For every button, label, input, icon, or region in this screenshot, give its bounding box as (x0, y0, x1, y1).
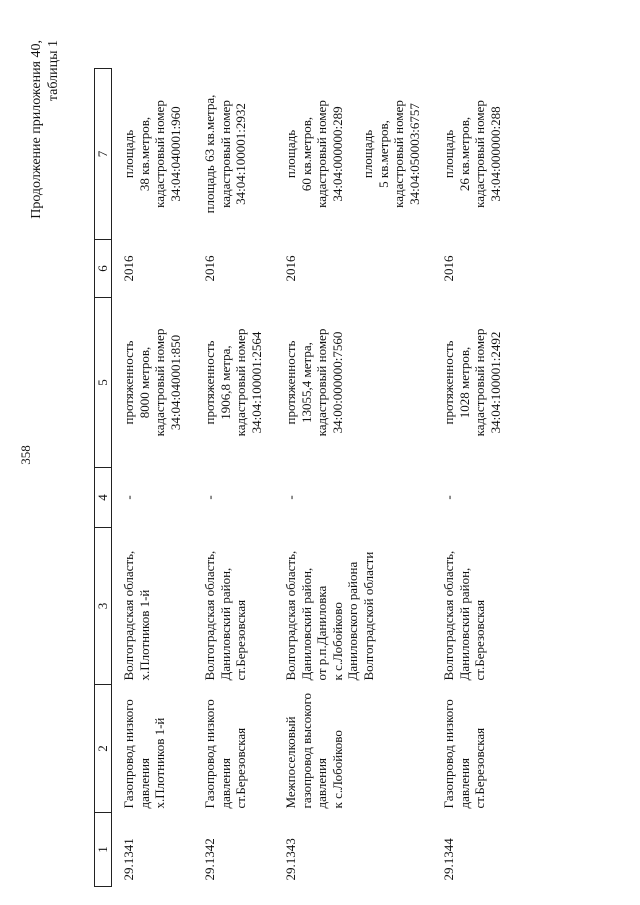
registry-table (94, 68, 513, 887)
location-line: Даниловского района (345, 561, 360, 681)
location-line: Волгоградская область, (283, 550, 298, 681)
table-row (193, 69, 274, 887)
length-line: 8000 метров, (136, 346, 152, 419)
location-line: ст.Березовская (472, 599, 487, 681)
land-plot-line: площадь (360, 129, 375, 179)
object-name-line: давления (217, 757, 233, 809)
length-line: 1906,8 метра, (217, 345, 233, 420)
cell-land-plot (274, 69, 432, 240)
location-line: Волгоградской области (360, 551, 376, 681)
cell-number: 29.1342 (202, 838, 217, 881)
header-col-4: 4 (95, 468, 112, 528)
land-plot-line: 34:04:000000:288 (487, 106, 503, 202)
cell-number: 29.1344 (441, 838, 456, 881)
length-line: 34:04:100001:2492 (487, 331, 503, 434)
land-plot-line: площадь 63 кв.метра, (202, 94, 217, 214)
land-plot-line: площадь (441, 129, 456, 179)
cell-length (112, 298, 194, 468)
continuation-line-2: таблицы 1 (46, 40, 61, 102)
object-name-line: Газопровод низкого (202, 699, 217, 809)
table-body (112, 69, 514, 887)
table-row (432, 69, 513, 887)
cell-year: 2016 (121, 255, 136, 282)
header-col-3: 3 (95, 528, 112, 685)
length-line: кадастровый номер (233, 328, 248, 437)
land-plot-line: 34:04:040001:960 (167, 106, 183, 202)
header-col-2: 2 (95, 685, 112, 813)
location-line: Волгоградская область, (121, 550, 136, 681)
cell-length (193, 298, 274, 468)
table-row (274, 69, 432, 887)
object-name-line: ст.Березовская (233, 727, 248, 809)
length-line: 34:04:040001:850 (167, 334, 183, 431)
object-name-line: давления (456, 757, 472, 809)
length-line: протяженность (441, 340, 456, 425)
land-plot-line: кадастровый номер (314, 100, 329, 208)
cell-land-plot (432, 69, 513, 240)
cell-col4: - (283, 495, 298, 500)
cell-length (274, 298, 432, 468)
cell-col4: - (441, 495, 456, 500)
land-plot-line: площадь (283, 129, 298, 179)
header-col-7: 7 (95, 69, 112, 240)
header-col-1: 1 (95, 813, 112, 887)
cell-object-name (274, 685, 432, 813)
length-line: 34:00:000000:7560 (329, 331, 345, 434)
land-plot-line: 34:04:100001:2932 (233, 103, 248, 205)
object-name-line: Газопровод низкого (121, 699, 136, 809)
object-name-line: давления (136, 757, 152, 809)
land-plot-line: 34:04:050003:6757 (406, 103, 422, 205)
location-line: Волгоградская область, (441, 550, 456, 681)
table-row (112, 69, 194, 887)
header-col-5: 5 (95, 298, 112, 468)
cell-land-plot (112, 69, 194, 240)
length-line: протяженность (121, 340, 136, 425)
object-name-line: Газопровод низкого (441, 699, 456, 809)
cell-location (193, 528, 274, 685)
land-plot-line: 38 кв.метров, (136, 116, 152, 192)
length-line: 13055,4 метра, (298, 342, 314, 423)
cell-land-plot (193, 69, 274, 240)
length-line: кадастровый номер (472, 328, 487, 437)
land-plot-line: 26 кв.метров, (456, 116, 472, 192)
object-name-line: давления (314, 757, 329, 809)
cell-year: 2016 (202, 255, 217, 282)
location-line: Даниловский район, (217, 567, 233, 681)
cell-length (432, 298, 513, 468)
cell-year: 2016 (441, 255, 456, 282)
land-plot-line: кадастровый номер (391, 100, 406, 208)
continuation-line-1: Продолжение приложения 40, (29, 40, 44, 219)
object-name-line: газопровод высокого (298, 693, 314, 809)
cell-number: 29.1341 (121, 838, 136, 881)
location-line: к с.Лобойково (329, 602, 345, 681)
length-line: 1028 метров, (456, 346, 472, 419)
length-line: 34:04:100001:2564 (248, 331, 264, 434)
object-name-line: ст.Березовская (472, 727, 487, 809)
land-plot-line: 60 кв.метров, (298, 116, 314, 192)
location-line: х.Плотников 1-й (136, 589, 152, 681)
location-line: Даниловский район, (456, 567, 472, 681)
length-line: протяженность (283, 340, 298, 425)
land-plot-spacer (345, 73, 360, 236)
location-line: от р.п.Даниловка (314, 585, 329, 681)
cell-object-name (112, 685, 194, 813)
length-line: протяженность (202, 340, 217, 425)
land-plot-line: кадастровый номер (152, 100, 167, 208)
land-plot-line: кадастровый номер (472, 100, 487, 208)
location-line: Даниловский район, (298, 567, 314, 681)
location-line: Волгоградская область, (202, 550, 217, 681)
location-line: ст.Березовская (233, 599, 248, 681)
cell-col4: - (202, 495, 217, 500)
header-row (95, 69, 112, 887)
cell-location (432, 528, 513, 685)
length-line: кадастровый номер (314, 328, 329, 437)
header-col-6: 6 (95, 240, 112, 298)
cell-col4: - (121, 495, 136, 500)
cell-location (112, 528, 194, 685)
page-number: 358 (18, 445, 33, 465)
cell-object-name (193, 685, 274, 813)
land-plot-line: 5 кв.метров, (375, 120, 391, 188)
object-name-line: Межпоселковый (283, 716, 298, 809)
land-plot-line: площадь (121, 129, 136, 179)
continuation-caption (28, 40, 62, 219)
object-name-line: х.Плотников 1-й (152, 717, 167, 809)
cell-year: 2016 (283, 255, 298, 282)
object-name-line: к с.Лобойково (329, 730, 345, 809)
length-line: кадастровый номер (152, 328, 167, 437)
cell-object-name (432, 685, 513, 813)
land-plot-line: кадастровый номер (217, 100, 233, 208)
land-plot-line: 34:04:000000:289 (329, 106, 345, 202)
cell-number: 29.1343 (283, 838, 298, 881)
cell-location (274, 528, 432, 685)
